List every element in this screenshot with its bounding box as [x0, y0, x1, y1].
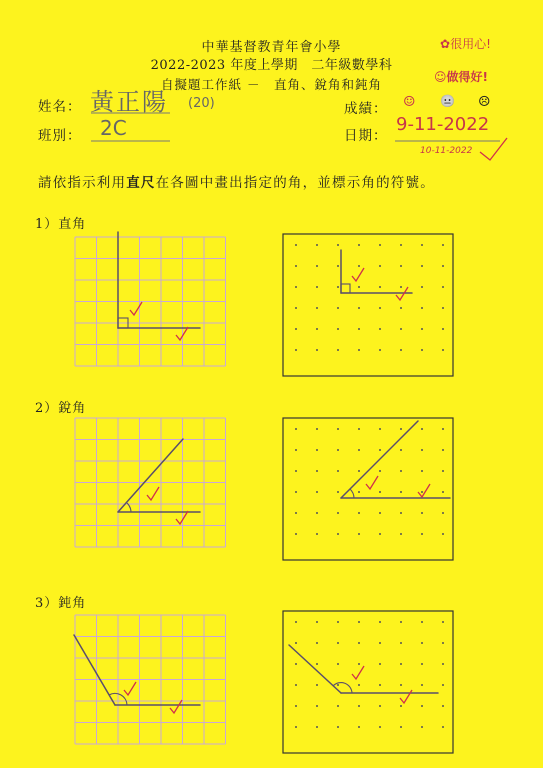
- smiley-stamp-icon: ☺: [434, 70, 447, 84]
- q2-dot-dot: [316, 491, 318, 493]
- instruction: 請依指示利用直尺在各圖中畫出指定的角，並標示角的符號。: [38, 175, 435, 191]
- q1-dot-dot: [337, 244, 339, 246]
- q1-dot-dot: [421, 328, 423, 330]
- neutral-face-icon: 😐: [440, 94, 455, 108]
- q2-dot-dot: [358, 470, 360, 472]
- name-value: 黃正陽: [90, 88, 168, 116]
- q3-dot-dot: [400, 642, 402, 644]
- q3-dot-dot: [379, 726, 381, 728]
- q3-dot-dot: [316, 621, 318, 623]
- q1-dot-dot: [316, 244, 318, 246]
- q1-dot-dot: [358, 265, 360, 267]
- q2-right-check: [366, 476, 378, 489]
- q3-dot-dot: [421, 663, 423, 665]
- q2-dot-dot: [295, 512, 297, 514]
- q2-dot-dot: [337, 512, 339, 514]
- q3-dot-dot: [442, 684, 444, 686]
- q3-dot-dot: [442, 726, 444, 728]
- q1-dot-dot: [358, 244, 360, 246]
- question-1-label: 1）直角: [35, 217, 87, 232]
- q1-dot-dot: [442, 265, 444, 267]
- q1-dot-dot: [421, 265, 423, 267]
- q2-dot-dot: [316, 470, 318, 472]
- q2-dot-dot: [295, 449, 297, 451]
- q3-dot-dot: [421, 642, 423, 644]
- q1-dot-dot: [379, 286, 381, 288]
- q2-left-check: [147, 487, 159, 500]
- q3-dot-dot: [400, 684, 402, 686]
- q3-dot-dot: [316, 726, 318, 728]
- q1-dot-dot: [421, 286, 423, 288]
- q1-dot-dot: [295, 265, 297, 267]
- q1-dot-dot: [379, 265, 381, 267]
- q1-dot-dot: [400, 307, 402, 309]
- q3-dot-dot: [337, 621, 339, 623]
- q2-dot-dot: [337, 449, 339, 451]
- q3-dot-dot: [421, 621, 423, 623]
- q1-dot-dot: [400, 286, 402, 288]
- name-label: 姓名：: [38, 99, 82, 115]
- q2-dot-dot: [421, 449, 423, 451]
- q2-dot-dot: [358, 428, 360, 430]
- q2-dot-dot: [337, 428, 339, 430]
- q2-dot-dot: [421, 428, 423, 430]
- q3-dot-dot: [337, 705, 339, 707]
- q1-dot-dot: [442, 286, 444, 288]
- q3-right-check: [400, 690, 412, 703]
- score-label: 成績：: [344, 101, 388, 117]
- q1-dot-dot: [421, 244, 423, 246]
- q2-dot-dot: [442, 470, 444, 472]
- q3-dot-dot: [295, 663, 297, 665]
- happy-face-icon: ☺: [403, 94, 416, 110]
- q2-dot-dot: [379, 470, 381, 472]
- q3-dot-dot: [295, 726, 297, 728]
- q2-right-slant-ray: [341, 421, 418, 498]
- q3-dot-dot: [421, 726, 423, 728]
- q1-dot-dot: [316, 286, 318, 288]
- q2-dot-dot: [295, 470, 297, 472]
- q1-right-right-angle-mark: [341, 284, 350, 293]
- q2-dot-dot: [421, 470, 423, 472]
- class-value: 2C: [100, 116, 127, 140]
- q1-dot-dot: [379, 349, 381, 351]
- q3-dot-dot: [442, 621, 444, 623]
- q2-dot-dot: [358, 512, 360, 514]
- q1-dot-dot: [442, 244, 444, 246]
- q3-dot-dot: [379, 642, 381, 644]
- q2-right-angle-arc: [350, 489, 354, 498]
- q2-dot-dot: [316, 449, 318, 451]
- stamp-very-attentive: ✿很用心!: [440, 37, 491, 51]
- q2-right-check: [418, 484, 430, 497]
- q1-dot-dot: [316, 328, 318, 330]
- q1-dot-dot: [295, 286, 297, 288]
- q2-dot-dot: [358, 491, 360, 493]
- q2-dot-dot: [421, 533, 423, 535]
- q3-dot-dot: [316, 684, 318, 686]
- q3-dot-dot: [400, 726, 402, 728]
- q3-dot-dot: [358, 642, 360, 644]
- q2-dot-dot: [400, 533, 402, 535]
- q1-dot-dot: [400, 349, 402, 351]
- q3-left-check: [170, 700, 182, 713]
- q1-dot-dot: [358, 349, 360, 351]
- q3-dot-dot: [442, 642, 444, 644]
- q1-dot-dot: [295, 349, 297, 351]
- q2-dot-dot: [442, 491, 444, 493]
- q3-dot-dot: [316, 642, 318, 644]
- q2-dot-dot: [316, 512, 318, 514]
- q2-dot-dot: [442, 449, 444, 451]
- q2-dot-dot: [400, 512, 402, 514]
- q2-dot-dot: [379, 533, 381, 535]
- q1-dot-dot: [379, 307, 381, 309]
- q3-dot-frame: [283, 611, 453, 753]
- q3-dot-dot: [316, 663, 318, 665]
- q2-dot-dot: [358, 449, 360, 451]
- q2-dot-dot: [358, 533, 360, 535]
- q1-dot-dot: [337, 328, 339, 330]
- q1-dot-dot: [400, 328, 402, 330]
- q3-dot-dot: [358, 684, 360, 686]
- school-name: 中華基督教青年會小學: [201, 40, 342, 55]
- q2-dot-dot: [442, 512, 444, 514]
- q1-dot-dot: [337, 349, 339, 351]
- q2-dot-dot: [421, 491, 423, 493]
- q3-dot-dot: [337, 663, 339, 665]
- q3-dot-dot: [400, 663, 402, 665]
- q2-dot-dot: [400, 491, 402, 493]
- q3-dot-dot: [379, 684, 381, 686]
- q2-dot-dot: [400, 428, 402, 430]
- q2-dot-dot: [379, 428, 381, 430]
- date-label: 日期：: [344, 128, 388, 144]
- q2-dot-dot: [316, 428, 318, 430]
- q3-dot-dot: [421, 684, 423, 686]
- q3-dot-dot: [295, 705, 297, 707]
- q3-dot-dot: [421, 705, 423, 707]
- q3-dot-dot: [295, 684, 297, 686]
- q1-right-check: [352, 268, 364, 281]
- q3-dot-dot: [358, 621, 360, 623]
- q2-dot-dot: [295, 428, 297, 430]
- q2-dot-dot: [337, 491, 339, 493]
- q3-dot-dot: [379, 663, 381, 665]
- q3-dot-dot: [358, 726, 360, 728]
- q2-dot-dot: [295, 533, 297, 535]
- date-value: 9-11-2022: [396, 114, 490, 135]
- q1-dot-dot: [316, 307, 318, 309]
- q1-dot-dot: [337, 265, 339, 267]
- q2-dot-dot: [379, 449, 381, 451]
- q3-dot-dot: [400, 621, 402, 623]
- q3-dot-dot: [337, 684, 339, 686]
- q1-dot-dot: [379, 328, 381, 330]
- q3-dot-dot: [337, 726, 339, 728]
- question-2-label: 2）銳角: [35, 401, 87, 416]
- q1-dot-dot: [442, 349, 444, 351]
- q2-dot-dot: [442, 533, 444, 535]
- q1-dot-dot: [337, 307, 339, 309]
- q1-dot-dot: [421, 349, 423, 351]
- q1-dot-dot: [400, 265, 402, 267]
- q1-dot-dot: [337, 286, 339, 288]
- q2-dot-dot: [337, 470, 339, 472]
- q1-dot-dot: [442, 328, 444, 330]
- q2-dot-dot: [337, 533, 339, 535]
- q2-dot-dot: [400, 470, 402, 472]
- q1-dot-dot: [295, 307, 297, 309]
- q1-dot-frame: [283, 234, 453, 376]
- q3-dot-dot: [442, 705, 444, 707]
- q1-dot-dot: [316, 265, 318, 267]
- q1-dot-dot: [316, 349, 318, 351]
- q1-dot-dot: [358, 307, 360, 309]
- q2-left-slant-ray: [118, 439, 183, 512]
- q3-dot-dot: [358, 663, 360, 665]
- name-number: (20): [188, 96, 215, 111]
- q3-left-check: [124, 682, 136, 695]
- q1-dot-dot: [421, 307, 423, 309]
- q3-dot-dot: [379, 621, 381, 623]
- stamp-well-done: ☺做得好!: [434, 70, 488, 84]
- q1-dot-dot: [442, 307, 444, 309]
- q1-dot-dot: [358, 328, 360, 330]
- question-3-label: 3）鈍角: [35, 596, 87, 611]
- q3-dot-dot: [379, 705, 381, 707]
- q2-dot-dot: [442, 428, 444, 430]
- q1-dot-dot: [379, 244, 381, 246]
- q3-dot-dot: [295, 642, 297, 644]
- q1-dot-dot: [358, 286, 360, 288]
- flower-icon: ✿: [440, 37, 451, 51]
- q2-dot-dot: [295, 491, 297, 493]
- q3-right-check: [352, 666, 364, 679]
- q2-dot-dot: [400, 449, 402, 451]
- check-date: 10-11-2022: [420, 146, 473, 156]
- q2-dot-dot: [379, 512, 381, 514]
- q3-dot-dot: [295, 621, 297, 623]
- q2-dot-dot: [379, 491, 381, 493]
- sad-face-icon: ☹: [478, 94, 491, 110]
- q1-left-check: [130, 302, 142, 315]
- q3-dot-dot: [358, 705, 360, 707]
- worksheet-topic: 自擬題工作紙 － 直角、銳角和鈍角: [161, 77, 382, 92]
- q3-dot-dot: [337, 642, 339, 644]
- q3-dot-dot: [442, 663, 444, 665]
- q1-dot-dot: [400, 244, 402, 246]
- q2-dot-dot: [316, 533, 318, 535]
- term-title: 2022-2023 年度上學期 二年級數學科: [150, 58, 393, 73]
- q2-dot-dot: [421, 512, 423, 514]
- q1-dot-dot: [295, 244, 297, 246]
- q3-dot-dot: [400, 705, 402, 707]
- q3-dot-dot: [316, 705, 318, 707]
- q1-dot-dot: [295, 328, 297, 330]
- class-label: 班別：: [38, 128, 82, 144]
